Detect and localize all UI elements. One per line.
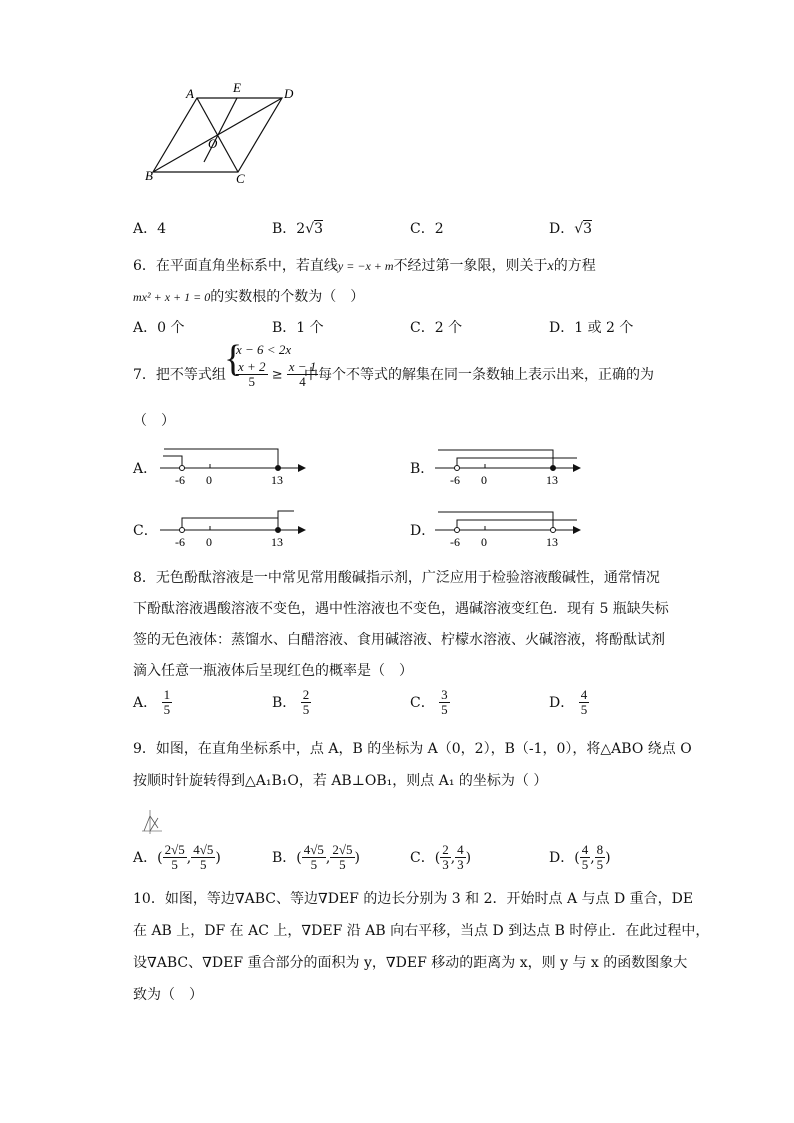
q6-option-a: A．0 个 <box>133 320 185 336</box>
q6-text-d: 的实数根的个数为（ ） <box>210 289 365 305</box>
tick-label: 0 <box>481 473 487 487</box>
tick-label: -6 <box>450 535 460 549</box>
q7-ineq2-right: $\frac{x - 1}{4}$ <box>288 359 317 390</box>
q7-ineq1: x − 6 < 2x <box>236 342 292 357</box>
tick-label: 13 <box>546 535 558 549</box>
q9-option-c: C．( $\frac{2}{3}$ , $\frac{4}{3}$ ) <box>410 842 472 873</box>
q7-ineq2-op: ≥ <box>271 367 283 383</box>
label-c: C <box>236 171 245 186</box>
tick-label: -6 <box>175 473 185 487</box>
label-b: B <box>145 168 153 183</box>
label-d: D <box>284 86 294 101</box>
sqrt-icon: √ <box>305 221 315 237</box>
parallelogram-figure <box>140 80 310 190</box>
q8-option-d: D． $\frac{4}{5}$ <box>549 687 588 718</box>
q5-option-d-rad: 3 <box>583 221 593 237</box>
q6-option-d: D．1 或 2 个 <box>549 320 634 336</box>
q6-eq: y = −x + m <box>337 259 394 273</box>
q7-option-c-label: C． <box>133 523 158 539</box>
q8-line2: 下酚酞溶液遇酸溶液不变色，遇中性溶液也不变色，遇碱溶液变红色．现有 5 瓶缺失标 <box>133 601 669 617</box>
q10-line2: 在 AB 上，DF 在 AC 上，∇DEF 沿 AB 向右平移，当点 D 到达点 B 时停止．在此过程中， <box>133 923 710 939</box>
q7-paren: （ ） <box>133 413 175 429</box>
q8-line1: 8．无色酚酞溶液是一中常见常用酸碱指示剂，广泛应用于检验溶液酸碱性，通常情况 <box>133 570 660 586</box>
q9-line2: 按顺时针旋转得到△A₁B₁O，若 AB⊥OB₁，则点 A₁ 的坐标为（ ） <box>133 773 548 789</box>
sqrt-icon: √ <box>574 221 584 237</box>
q9-line1: 9．如图，在直角坐标系中，点 A，B 的坐标为 A（0，2），B（-1，0），将△ABO 绕点 O <box>133 741 692 757</box>
q5-option-b-coef: 2 <box>296 221 306 237</box>
q7-suffix: 中每个不等式的解集在同一条数轴上表示出来，正确的为 <box>304 367 654 383</box>
q7-ineq2-left: $\frac{x + 2}{5}$ <box>238 359 266 390</box>
q9-option-b: B．( $\frac{4√5}{5}$ , $\frac{2√5}{5}$ ) <box>272 842 360 873</box>
q7-option-c-numberline <box>160 502 310 552</box>
q6-eq2: mx² + x + 1 = 0 <box>133 290 211 304</box>
tick-label: 0 <box>206 535 212 549</box>
q9-small-figure <box>136 806 166 836</box>
q6-text-a: 6．在平面直角坐标系中，若直线 <box>133 258 338 274</box>
tick-label: -6 <box>175 535 185 549</box>
q7-option-a-label: A． <box>133 461 158 477</box>
q6-text-c: 的方程 <box>553 258 596 274</box>
q8-option-a: A． $\frac{1}{5}$ <box>133 687 171 718</box>
q5-option-d-label: D． <box>549 221 575 237</box>
q8-option-b: B． $\frac{2}{5}$ <box>272 687 310 718</box>
brace-icon: { <box>224 338 243 380</box>
label-e: E <box>233 80 241 95</box>
q8-option-c: C． $\frac{3}{5}$ <box>410 687 448 718</box>
q8-line3: 签的无色液体：蒸馏水、白醋溶液、食用碱溶液、柠檬水溶液、火碱溶液，将酚酞试剂 <box>133 632 665 648</box>
q5-option-a: A．4 <box>133 221 167 237</box>
q7-option-d-label: D． <box>410 523 436 539</box>
q7-option-a-numberline <box>160 440 310 490</box>
q5-option-b <box>272 218 323 238</box>
q7-option-d-numberline <box>435 502 585 552</box>
q5-option-b-rad: 3 <box>314 221 324 237</box>
q5-option-c: C．2 <box>410 221 444 237</box>
q6-text-b: 不经过第一象限，则关于 <box>393 258 548 274</box>
q6-option-b: B．1 个 <box>272 320 324 336</box>
q8-line4: 滴入任意一瓶液体后呈现红色的概率是（ ） <box>133 663 413 679</box>
q6-line2 <box>133 286 364 306</box>
q5-option-d <box>549 218 592 238</box>
q7-option-b-numberline <box>435 440 585 490</box>
tick-label: 13 <box>271 473 283 487</box>
label-a: A <box>186 86 194 101</box>
q9-option-a: A．( $\frac{2√5}{5}$ , $\frac{4√5}{5}$ ) <box>133 842 221 873</box>
q10-line4: 致为（ ） <box>133 987 203 1003</box>
q9-option-d: D．( $\frac{4}{5}$ , $\frac{8}{5}$ ) <box>549 842 611 873</box>
q10-line3: 设∇ABC、∇DEF 重合部分的面积为 y，∇DEF 移动的距离为 x，则 y 与 x 的函数图象大 <box>133 955 688 971</box>
tick-label: 13 <box>271 535 283 549</box>
q6-var: x <box>547 259 554 274</box>
q7-option-b-label: B． <box>410 461 435 477</box>
q7-prefix: 7．把不等式组 <box>133 367 226 383</box>
tick-label: 13 <box>546 473 558 487</box>
q6-line1 <box>133 255 596 275</box>
tick-label: -6 <box>450 473 460 487</box>
tick-label: 0 <box>206 473 212 487</box>
label-o: O <box>208 136 218 151</box>
tick-label: 0 <box>481 535 487 549</box>
q6-option-c: C．2 个 <box>410 320 463 336</box>
q10-line1: 10．如图，等边∇ABC、等边∇DEF 的边长分别为 3 和 2．开始时点 A 与点 D 重合，DE <box>133 891 694 907</box>
q5-option-b-label: B． <box>272 221 297 237</box>
